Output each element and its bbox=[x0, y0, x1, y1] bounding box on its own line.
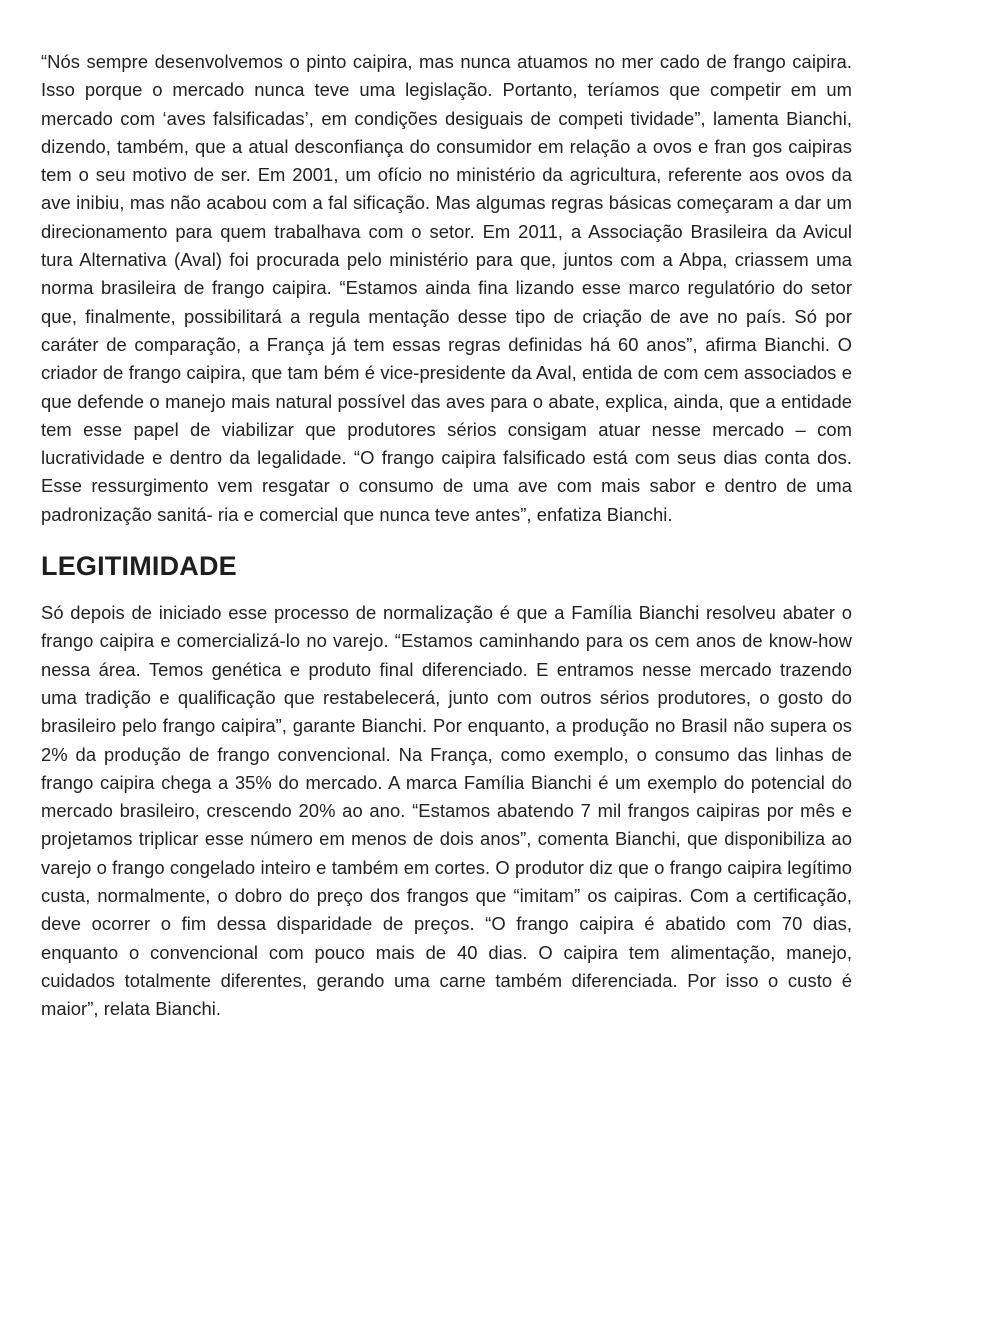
section-heading-legitimidade: LEGITIMIDADE bbox=[41, 551, 237, 582]
intro-paragraph: “Nós sempre desenvolvemos o pinto caipira, mas nunca atuamos no mer cado de frango caipira. Isso porque o mercado nunca teve uma legislação. Portanto, teríamos que competir em um mercado com ‘aves falsificadas’, em condições desiguais de competi tividade”, lamenta Bianchi, dizendo, também, que a atual desconfiança do consumidor em relação a ovos e fran gos caipiras tem o seu motivo de ser. Em 2001, um ofício no ministério da agricultura, referente aos ovos da ave inibiu, mas não acabou com a fal sificação. Mas algumas regras básicas começaram a dar um direcionamento para quem trabalhava com o setor. Em 2011, a Associação Brasileira da Avicul tura Alternativa (Aval) foi procurada pelo ministério para que, juntos com a Abpa, criassem uma norma brasileira de frango caipira. “Estamos ainda fina lizando esse marco regulatório do setor que, finalmente, possibilitará a regula mentação desse tipo de criação de ave no país. Só por caráter de comparação, a França já tem essas regras definidas há 60 anos”, afirma Bianchi. O criador de frango caipira, que tam bém é vice-presidente da Aval, entida de com cem associados e que defende o manejo mais natural possível das aves para o abate, explica, ainda, que a entidade tem esse papel de viabilizar que produtores sérios consigam atuar nesse mercado – com lucratividade e dentro da legalidade. “O frango caipira falsificado está com seus dias conta dos. Esse ressurgimento vem resgatar o consumo de uma ave com mais sabor e dentro de uma padronização sanitá- ria e comercial que nunca teve antes”, enfatiza Bianchi. bbox=[41, 51, 852, 525]
article-page bbox=[41, 48, 852, 1024]
section-paragraph: Só depois de iniciado esse processo de normalização é que a Família Bianchi resolveu abater o frango caipira e comercializá-lo no varejo. “Estamos caminhando para os cem anos de know-how nessa área. Temos genética e produto final diferenciado. E entramos nesse mercado trazendo uma tradição e qualificação que restabelecerá, junto com outros sérios produtores, o gosto do brasileiro pelo frango caipira”, garante Bianchi. Por enquanto, a produção no Brasil não supera os 2% da produção de frango convencional. Na França, como exemplo, o consumo das linhas de frango caipira chega a 35% do mercado. A marca Família Bianchi é um exemplo do potencial do mercado brasileiro, crescendo 20% ao ano. “Estamos abatendo 7 mil frangos caipiras por mês e projetamos triplicar esse número em menos de dois anos”, comenta Bianchi, que disponibiliza ao varejo o frango congelado inteiro e também em cortes. O produtor diz que o frango caipira legítimo custa, normalmente, o dobro do preço dos frangos que “imitam” os caipiras. Com a certificação, deve ocorrer o fim dessa disparidade de preços. “O frango caipira é abatido com 70 dias, enquanto o convencional com pouco mais de 40 dias. O caipira tem alimentação, manejo, cuidados totalmente diferentes, gerando uma carne também diferenciada. Por isso o custo é maior”, relata Bianchi. bbox=[41, 602, 852, 1020]
